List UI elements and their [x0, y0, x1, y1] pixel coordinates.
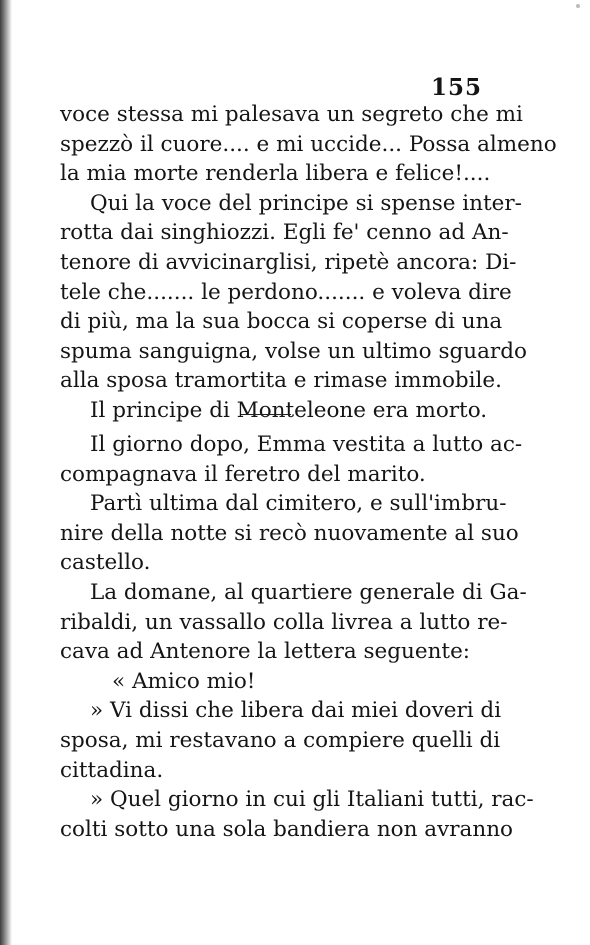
text-line: compagnava il feretro del marito. — [60, 461, 426, 487]
text-line: sposa, mi restavano a compiere quelli di — [60, 727, 501, 753]
page-binding-shadow — [0, 0, 12, 945]
paper-spot — [576, 4, 580, 8]
text-line: spuma sanguigna, volse un ultimo sguardo — [60, 338, 527, 364]
text-line: spezzò il cuore.... e mi uccide... Possa almeno — [60, 131, 557, 157]
text-line: Partì ultima dal cimitero, e sull'imbru- — [90, 491, 507, 517]
text-line: colti sotto una sola bandiera non avranno — [60, 816, 513, 842]
text-line: » Vi dissi che libera dai miei doveri di — [90, 698, 502, 724]
letter-salutation: « Amico mio! — [112, 668, 256, 694]
text-line: » Quel giorno in cui gli Italiani tutti, rac- — [90, 787, 534, 813]
text-line: alla sposa tramortita e rimase immobile. — [60, 368, 502, 394]
text-line: di più, ma la sua bocca si coperse di una — [60, 309, 503, 335]
text-line: ribaldi, un vassallo colla livrea a lutto re- — [60, 609, 508, 635]
text-line: nire della notte si recò nuovamente al suo — [60, 520, 519, 546]
text-line: La domane, al quartiere generale di Ga- — [90, 579, 527, 605]
text-line: voce stessa mi palesava un segreto che mi — [60, 102, 523, 127]
text-line: castello. — [60, 550, 151, 576]
text-line: tenore di avvicinarglisi, ripetè ancora: Di- — [60, 249, 517, 275]
text-line: cittadina. — [60, 757, 164, 783]
text-block-bottom — [60, 430, 534, 844]
text-line: rotta dai singhiozzi. Egli fe' cenno ad An- — [60, 220, 509, 246]
page-number: 155 — [430, 74, 482, 101]
section-divider — [241, 414, 291, 415]
text-block-top — [60, 100, 557, 426]
text-line: tele che....... le perdono....... e voleva dire — [60, 279, 512, 305]
text-line: la mia morte renderla libera e felice!.... — [60, 161, 491, 187]
text-line: cava ad Antenore la lettera seguente: — [60, 639, 471, 665]
text-line: Il principe di Monteleone era morto. — [90, 397, 488, 423]
text-line: Il giorno dopo, Emma vestita a lutto ac- — [90, 432, 523, 457]
text-line: Qui la voce del principe si spense inter- — [90, 190, 522, 216]
